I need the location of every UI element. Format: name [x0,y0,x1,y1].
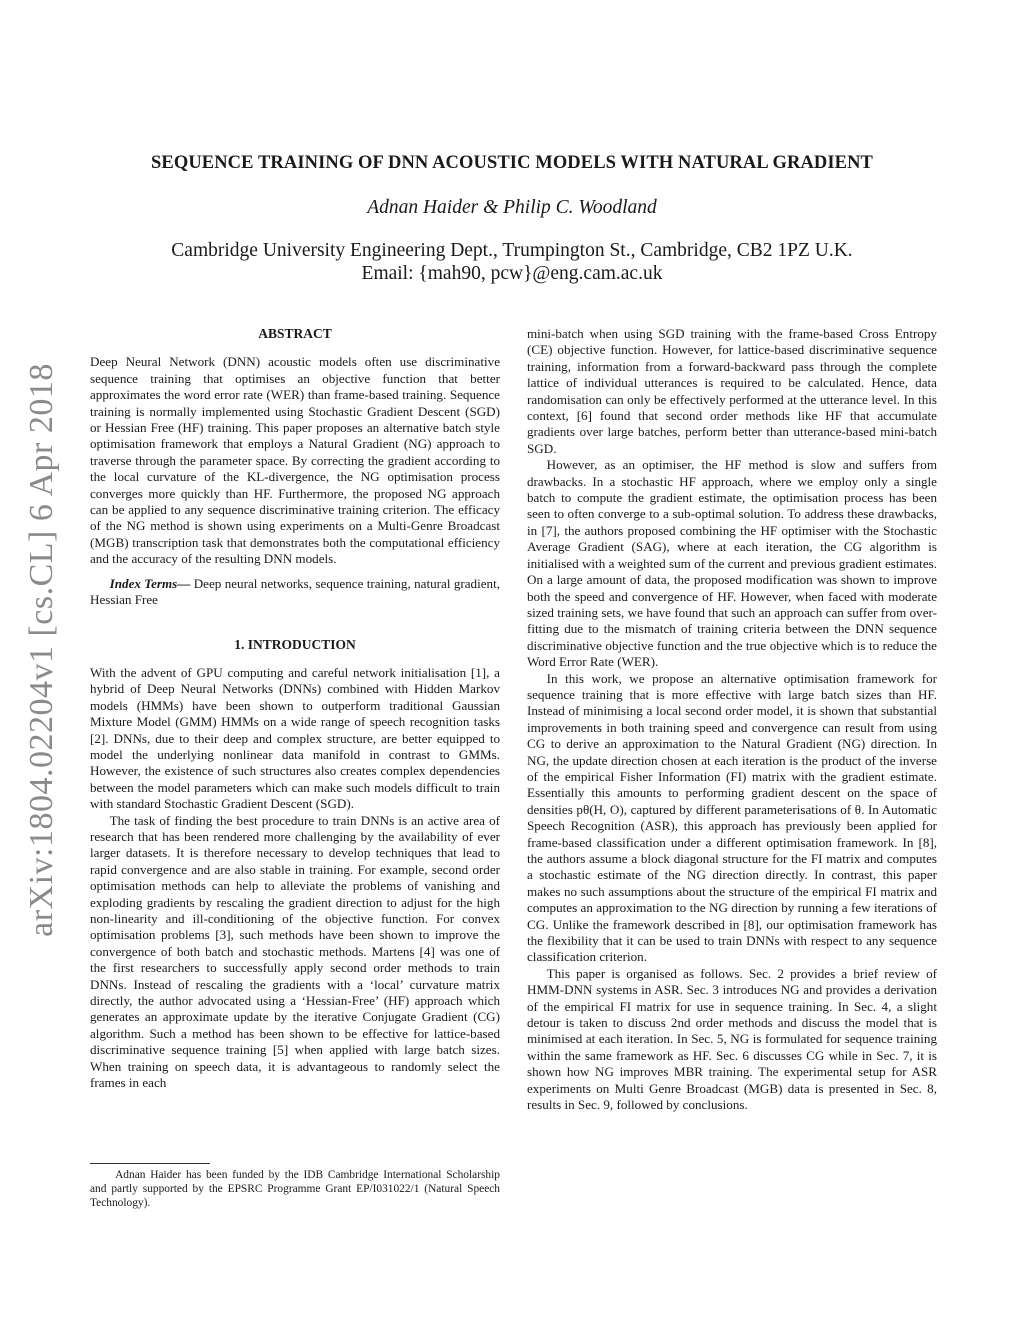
intro-paragraph-3: mini-batch when using SGD training with the frame-based Cross Entropy (CE) objective function. However, for lattice-based discriminative sequence training, information from a forward-backward pass through the complete lattice of individual utterances is required to be calculated. Hence, data randomisation can only be effectively performed at the utterance level. In this context, [6] found that second order methods like HF that accumulate gradients over large batches, perform better than utterance-based mini-batch SGD. [527,326,937,456]
paper-title: SEQUENCE TRAINING OF DNN ACOUSTIC MODELS WITH NATURAL GRADIENT [151,153,873,173]
abstract-text: Deep Neural Network (DNN) acoustic models often use discriminative sequence training that optimises an objective function that better approximates the word error rate (WER) than frame-based training. Sequence training is normally implemented using Stochastic Gradient Descent (SGD) or Hessian Free (HF) training. This paper proposes an alternative batch style optimisation framework that employs a Natural Gradient (NG) approach to traverse through the parameter space. By correcting the gradient according to the local curvature of the KL-divergence, the NG optimisation process converges more quickly than HF. Furthermore, the proposed NG approach can be applied to any sequence discriminative training criterion. The efficacy of the NG method is shown using experiments on a Multi-Genre Broadcast (MGB) transcription task that demonstrates both the computational efficiency and the accuracy of the resulting DNN models. [90,354,500,567]
arxiv-id-text: arXiv:1804.02204v1 [cs.CL] 6 Apr 2018 [23,363,60,937]
affiliation-line: Cambridge University Engineering Dept., Trumpington St., Cambridge, CB2 1PZ U.K. [171,240,853,261]
footnote-rule [90,1163,210,1164]
left-column [90,326,500,1091]
author-affiliation-block [80,239,944,285]
index-terms-paragraph [90,576,500,609]
index-terms-text: Deep neural networks, sequence training, natural gradient, Hessian Free [90,575,500,608]
intro-paragraph-4: However, as an optimiser, the HF method is slow and suffers from drawbacks. In a stochastic HF approach, where we employ only a single batch to compute the gradient estimate, the optimisation process has been seen to often converge to a sub-optimal solution. To address these drawbacks, in [7], the authors proposed combining the HF optimiser with the Stochastic Average Gradient (SAG), where at each iteration, the CG algorithm is initialised with a weighted sum of the current and previous gradient estimates. On a large amount of data, the proposed modification was shown to improve both the speed and convergence of HF. However, when faced with moderate sized training sets, we have found that such an approach can suffer from over-fitting due to the mismatch of training criteria between the DNN sequence discriminative objective function and the true objective which is to reduce the Word Error Rate (WER). [527,457,937,670]
arxiv-identifier-stamp [8,270,76,1030]
index-terms-label: Index Terms— [109,575,191,591]
author-email-line: Email: {mah90, pcw}@eng.cam.ac.uk [361,263,663,284]
intro-paragraph-6: This paper is organised as follows. Sec. 2 provides a brief review of HMM-DNN systems in ASR. Sec. 3 introduces NG and provides a derivation of the empirical FI matrix for use in sequence training. In Sec. 4, a slight detour is taken to discuss 2nd order methods and discuss the model that is minimised at each iteration. In Sec. 5, NG is formulated for sequence training within the same framework as HF. Sec. 6 discusses CG while in Sec. 7, it is shown how NG improves MBR training. The experimental setup for ASR experiments on Multi Genre Broadcast (MGB) data is presented in Sec. 8, results in Sec. 9, followed by conclusions. [527,965,937,1113]
footnote-text: Adnan Haider has been funded by the IDB Cambridge International Scholarship and partly supported by the EPSRC Programme Grant EP/I031022/1 (Natural Speech Technology). [90,1169,500,1209]
intro-paragraph-2: The task of finding the best procedure to train DNNs is an active area of research that has been rendered more challenging by the availability of ever larger datasets. It is therefore necessary to develop techniques that lead to rapid convergence and are also stable in training. For example, second order optimisation methods can help to alleviate the problems of vanishing and exploding gradients by rescaling the gradient direction to adjust for the high non-linearity and ill-conditioning of the objective function. For convex optimisation problems [3], such methods have been shown to improve the convergence of both batch and stochastic methods. Martens [4] was one of the first researchers to successfully apply second order methods to train DNNs. Instead of rescaling the gradients with a ‘local’ curvature matrix directly, the author advocated using a ‘Hessian-Free’ (HF) approach which generates an approximate update by the iterative Conjugate Gradient (CG) algorithm. Such a method has been shown to be effective for lattice-based discriminative sequence training [5] when applied with large batch sizes. When training on speech data, it is advantageous to randomly select the frames in each [90,812,500,1091]
intro-paragraph-1: With the advent of GPU computing and careful network initialisation [1], a hybrid of Deep Neural Networks (DNNs) combined with Hidden Markov models (HMMs) have been shown to outperform traditional Gaussian Mixture Model (GMM) HMMs on a wide range of speech recognition tasks [2]. DNNs, due to their deep and complex structure, are better equipped to model the underlying nonlinear data manifold in contrast to GMMs. However, the existence of such structures also creates complex dependencies between the model parameters which can make such models difficult to train with standard Stochastic Gradient Descent (SGD). [90,664,500,812]
abstract-heading: ABSTRACT [258,326,332,341]
right-column [527,326,937,1114]
introduction-heading: 1. INTRODUCTION [234,636,356,652]
paper-authors: Adnan Haider & Philip C. Woodland [367,197,657,218]
intro-paragraph-5: In this work, we propose an alternative optimisation framework for sequence training that is more effective with large batch sizes than HF. Instead of minimising a local second order model, it is shown that substantial improvements in both training speed and convergence can result from using CG to derive an approximation to the Natural Gradient (NG) direction. In NG, the update direction chosen at each iteration is the product of the inverse of the empirical Fisher Information (FI) matrix with the gradient estimate. Essentially this amounts to performing gradient descent on the space of densities pθ(H, O), captured by different parameterisations of θ. In Automatic Speech Recognition (ASR), this approach has previously been applied for frame-based classification under a different optimisation framework. In [8], the authors assume a block diagonal structure for the FI matrix and computes a stochastic estimate of the NG direction directly. In contrast, this paper makes no such assumptions about the structure of the empirical FI matrix and computes an approximation to the NG direction by running a few iterations of CG. Unlike the framework described in [8], our optimisation framework has the flexibility that it can be used to train DNNs with respect to any sequence classification criterion. [527,670,937,965]
funding-footnote [90,1163,500,1210]
